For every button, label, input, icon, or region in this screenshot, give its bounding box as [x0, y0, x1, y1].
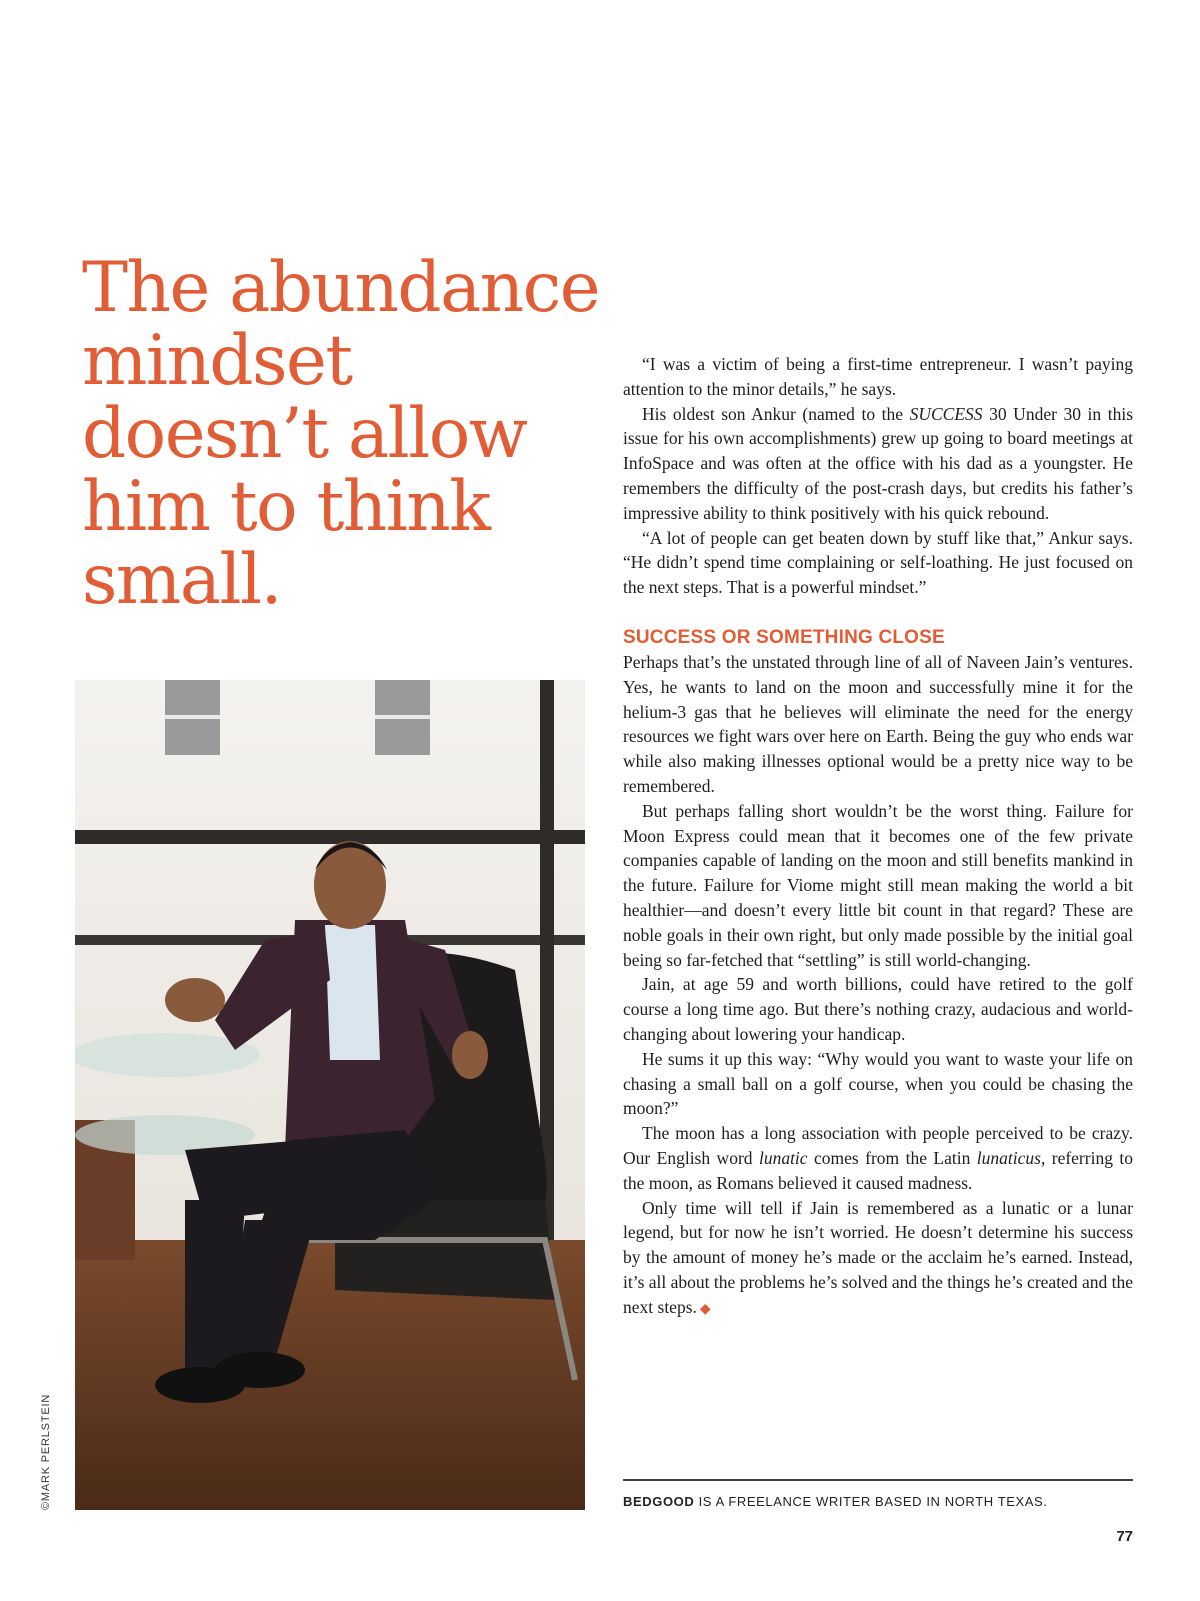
paragraph — [623, 1121, 1133, 1195]
page-number: 77 — [1116, 1528, 1133, 1545]
paragraph: Jain, at age 59 and worth billions, could have retired to the golf course a long time ago. But there’s nothing crazy, audacious and world-changing about lowering your handicap. — [623, 974, 1133, 1044]
paragraph: “A lot of people can get beaten down by stuff like that,” Ankur says. “He didn’t spend time complaining or self-loathing. He just focused on the next steps. That is a powerful mindset.” — [623, 527, 1133, 598]
text-run: , referring to the moon, as Romans believed it caused madness. — [623, 1147, 1133, 1193]
photo-credit-text: ©MARK PERLSTEIN — [40, 1393, 52, 1510]
text-run: The moon has a long association with people perceived to be crazy. Our English word — [623, 1123, 1133, 1168]
pull-quote-line: doesn’t allow — [82, 394, 527, 474]
magazine-name: SUCCESS — [909, 403, 983, 424]
text-run: 30 Under 30 in this issue for his own accomplishments) grew up going to board meetings at InfoSpace and was often at the office with his dad as a youngster. He remembers the difficulty of the post-crash days, but credits his father’s impressive ability to think positively with his quick rebound. — [623, 403, 1134, 523]
author-bio — [623, 1494, 1143, 1509]
pull-quote-line: small. — [82, 540, 282, 620]
pull-quote-line: The abundance — [82, 248, 600, 328]
article-body — [623, 352, 1133, 1322]
text-run: Only time will tell if Jain is remembered as a lunatic or a lunar legend, but for now he isn’t worried. He doesn’t determine his success by the amount of money he’s made or the acclaim he’s earned. Instead, it’s all about the problems he’s solved and the things he’s created and the next steps. — [623, 1197, 1133, 1317]
paragraph: “I was a victim of being a first-time entrepreneur. I wasn’t paying attention to the minor details,” he says. — [623, 354, 1133, 399]
text-run: comes from the Latin — [807, 1147, 977, 1168]
author-bio-text: IS A FREELANCE WRITER BASED IN NORTH TEXAS. — [694, 1494, 1048, 1509]
paragraph: He sums it up this way: “Why would you want to waste your life on chasing a small ball on a golf course, when you could be chasing the moon?” — [623, 1048, 1133, 1119]
portrait-illustration — [75, 680, 585, 1510]
paragraph — [623, 402, 1133, 526]
bio-divider — [623, 1479, 1133, 1481]
portrait-photo — [75, 680, 585, 1510]
end-mark-icon: ◆ — [699, 1301, 711, 1317]
section-subhead: SUCCESS OR SOMETHING CLOSE — [623, 626, 945, 648]
italic-word: lunatic — [758, 1147, 808, 1168]
pull-quote — [82, 248, 602, 620]
italic-word: lunaticus — [976, 1147, 1041, 1168]
pull-quote-line: mindset — [82, 321, 352, 401]
paragraph: But perhaps falling short wouldn’t be the worst thing. Failure for Moon Express could mean that it becomes one of the few private companies capable of landing on the moon and still benefits mankind in the future. Failure for Viome might still mean making the world a bit healthier—and doesn’t every little bit count in that regard? These are noble goals in their own right, but only made possible by the initial goal being so far-fetched that “settling” is still world-changing. — [623, 800, 1133, 970]
paragraph: Perhaps that’s the unstated through line of all of Naveen Jain’s ventures. Yes, he wants to land on the moon and successfully mine it for the helium-3 gas that he believes will eliminate the need for the energy resources we fight wars over here on Earth. Being the guy who ends war while also making illnesses optional would be a pretty nice way to be remembered. — [623, 651, 1133, 796]
pull-quote-line: him to think — [82, 467, 490, 547]
paragraph — [623, 1196, 1133, 1323]
author-name: BEDGOOD — [623, 1494, 695, 1509]
text-run: His oldest son Ankur (named to the — [642, 403, 910, 424]
